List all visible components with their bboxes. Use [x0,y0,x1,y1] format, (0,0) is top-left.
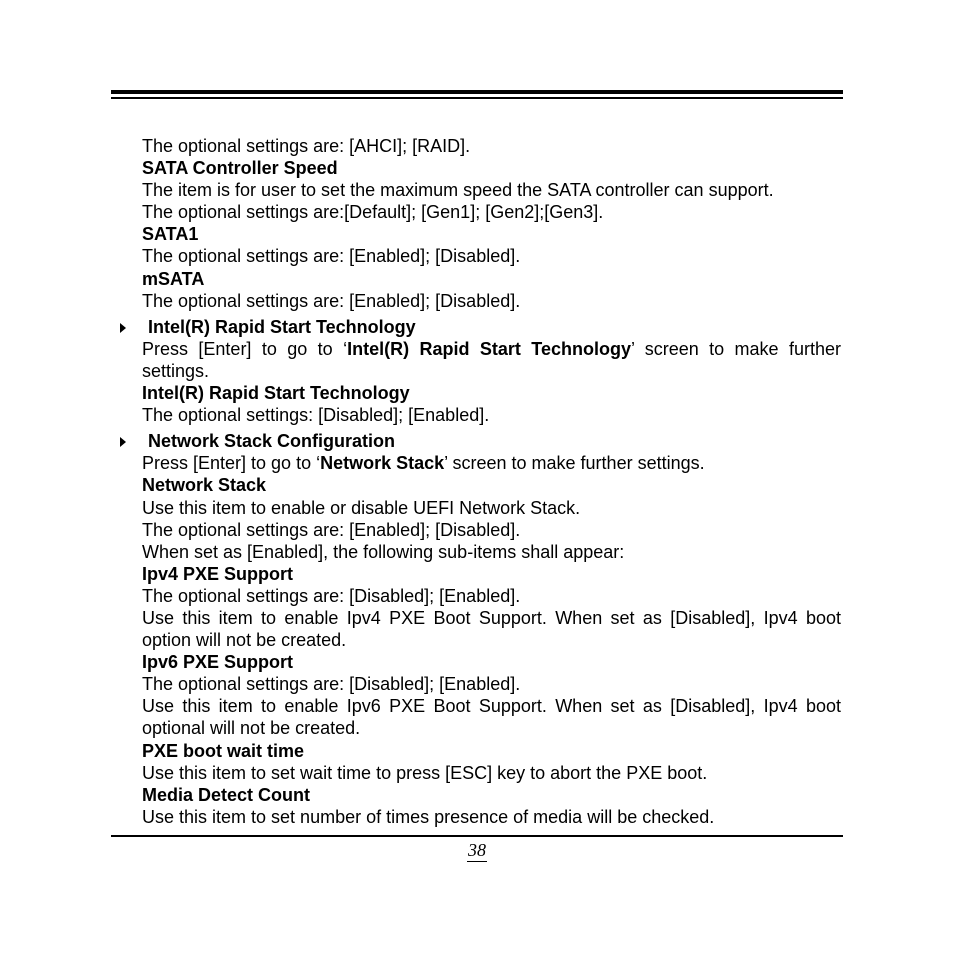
rapid-start-press-before: Press [Enter] to go to ‘ [142,338,348,359]
network-stack-options: The optional settings are: [Enabled]; [Disabled]. [142,519,521,540]
ipv4-pxe-options: The optional settings are: [Disabled]; [Enabled]. [142,585,521,606]
ipv6-pxe-heading: Ipv6 PXE Support [142,652,294,673]
rapid-start-bullet-title: Intel(R) Rapid Start Technology [148,316,416,337]
ipv4-pxe-heading: Ipv4 PXE Support [142,563,294,584]
media-detect-heading: Media Detect Count [142,784,311,805]
rapid-start-options: The optional settings: [Disabled]; [Enabled]. [142,405,490,426]
rapid-start-heading: Intel(R) Rapid Start Technology [142,383,410,404]
rapid-start-press-text [142,338,841,382]
ipv4-pxe-desc: Use this item to enable Ipv4 PXE Boot Support. When set as [Disabled], Ipv4 boot option will not be created. [142,607,841,651]
rapid-start-press-bold: Intel(R) Rapid Start Technology [347,338,631,359]
network-stack-press-before: Press [Enter] to go to ‘ [142,453,321,474]
network-stack-note: When set as [Enabled], the following sub-items shall appear: [142,541,625,562]
rapid-start-press-after: ’ screen to make further settings. [142,338,841,381]
pxe-wait-desc: Use this item to set wait time to press [ESC] key to abort the PXE boot. [142,762,708,783]
network-stack-press-text [142,452,841,474]
sata-controller-speed-heading: SATA Controller Speed [142,158,338,179]
page-number [0,839,954,861]
pxe-wait-heading: PXE boot wait time [142,740,305,761]
network-stack-heading: Network Stack [142,475,267,496]
right-triangle-bullet-icon [120,437,126,447]
sata-controller-speed-options: The optional settings are:[Default]; [Gen1]; [Gen2];[Gen3]. [142,202,604,223]
network-stack-desc: Use this item to enable or disable UEFI Network Stack. [142,497,581,518]
msata-options: The optional settings are: [Enabled]; [Disabled]. [142,290,521,311]
rapid-start-bullet [142,316,841,338]
network-stack-press-after: ’ screen to make further settings. [444,453,705,474]
header-rule-thin [111,97,843,99]
sata-mode-options-text: The optional settings are: [AHCI]; [RAID]. [142,136,471,156]
ipv6-pxe-options: The optional settings are: [Disabled]; [Enabled]. [142,674,521,695]
sata-controller-speed-desc: The item is for user to set the maximum speed the SATA controller can support. [142,180,774,201]
ipv6-pxe-desc: Use this item to enable Ipv6 PXE Boot Support. When set as [Disabled], Ipv4 boot optional will not be created. [142,696,841,739]
network-stack-bullet [142,430,841,452]
header-rule-thick [111,90,843,94]
right-triangle-bullet-icon [120,323,126,333]
media-detect-desc: Use this item to set number of times presence of media will be checked. [142,806,715,827]
footer-rule [111,835,843,837]
sata1-heading: SATA1 [142,224,199,245]
sata1-options: The optional settings are: [Enabled]; [Disabled]. [142,246,521,267]
msata-heading: mSATA [142,268,205,289]
network-stack-bullet-title: Network Stack Configuration [148,431,396,452]
page-number-text: 38 [468,840,486,860]
page-body [142,135,841,828]
network-stack-press-bold: Network Stack [320,453,445,474]
